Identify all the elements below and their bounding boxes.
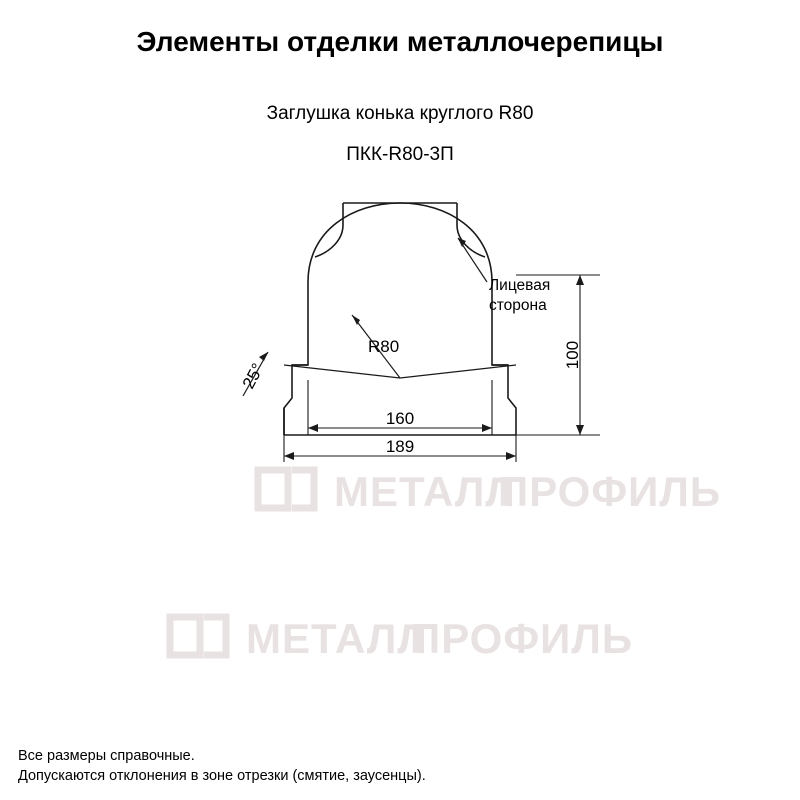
svg-text:МЕТАЛЛ: МЕТАЛЛ: [334, 468, 516, 515]
outer-width-label: 189: [385, 437, 415, 456]
technical-drawing: [0, 200, 800, 662]
svg-text:ПРОФИЛЬ: ПРОФИЛЬ: [498, 468, 722, 515]
radius-label: R80: [368, 337, 400, 356]
footnotes: [18, 746, 426, 786]
center-vee-lines: [284, 365, 516, 378]
angle-label: 25°: [238, 360, 268, 392]
height-label: 100: [563, 340, 582, 370]
svg-text:ПРОФИЛЬ: ПРОФИЛЬ: [410, 615, 634, 662]
product-code: ПКК-R80-3П: [346, 144, 454, 165]
page-title: Элементы отделки металлочерепицы: [136, 26, 664, 57]
svg-text:МЕТАЛЛ: МЕТАЛЛ: [246, 615, 428, 662]
drawing-svg: [0, 200, 800, 662]
face-side-label-line2: сторона: [489, 297, 547, 314]
watermark-bottom: [170, 615, 633, 662]
footnote-2: Допускаются отклонения в зоне отрезки (смятие, заусенцы).: [18, 768, 426, 784]
product-name: Заглушка конька круглого R80: [266, 103, 534, 124]
inner-width-label: 160: [385, 409, 415, 428]
footnote-1: Все размеры справочные.: [18, 748, 195, 764]
profile-top-folds: [315, 203, 485, 257]
watermark-top: [258, 468, 721, 515]
face-side-label-line1: Лицевая: [489, 277, 551, 294]
profile-outline: [284, 203, 516, 435]
